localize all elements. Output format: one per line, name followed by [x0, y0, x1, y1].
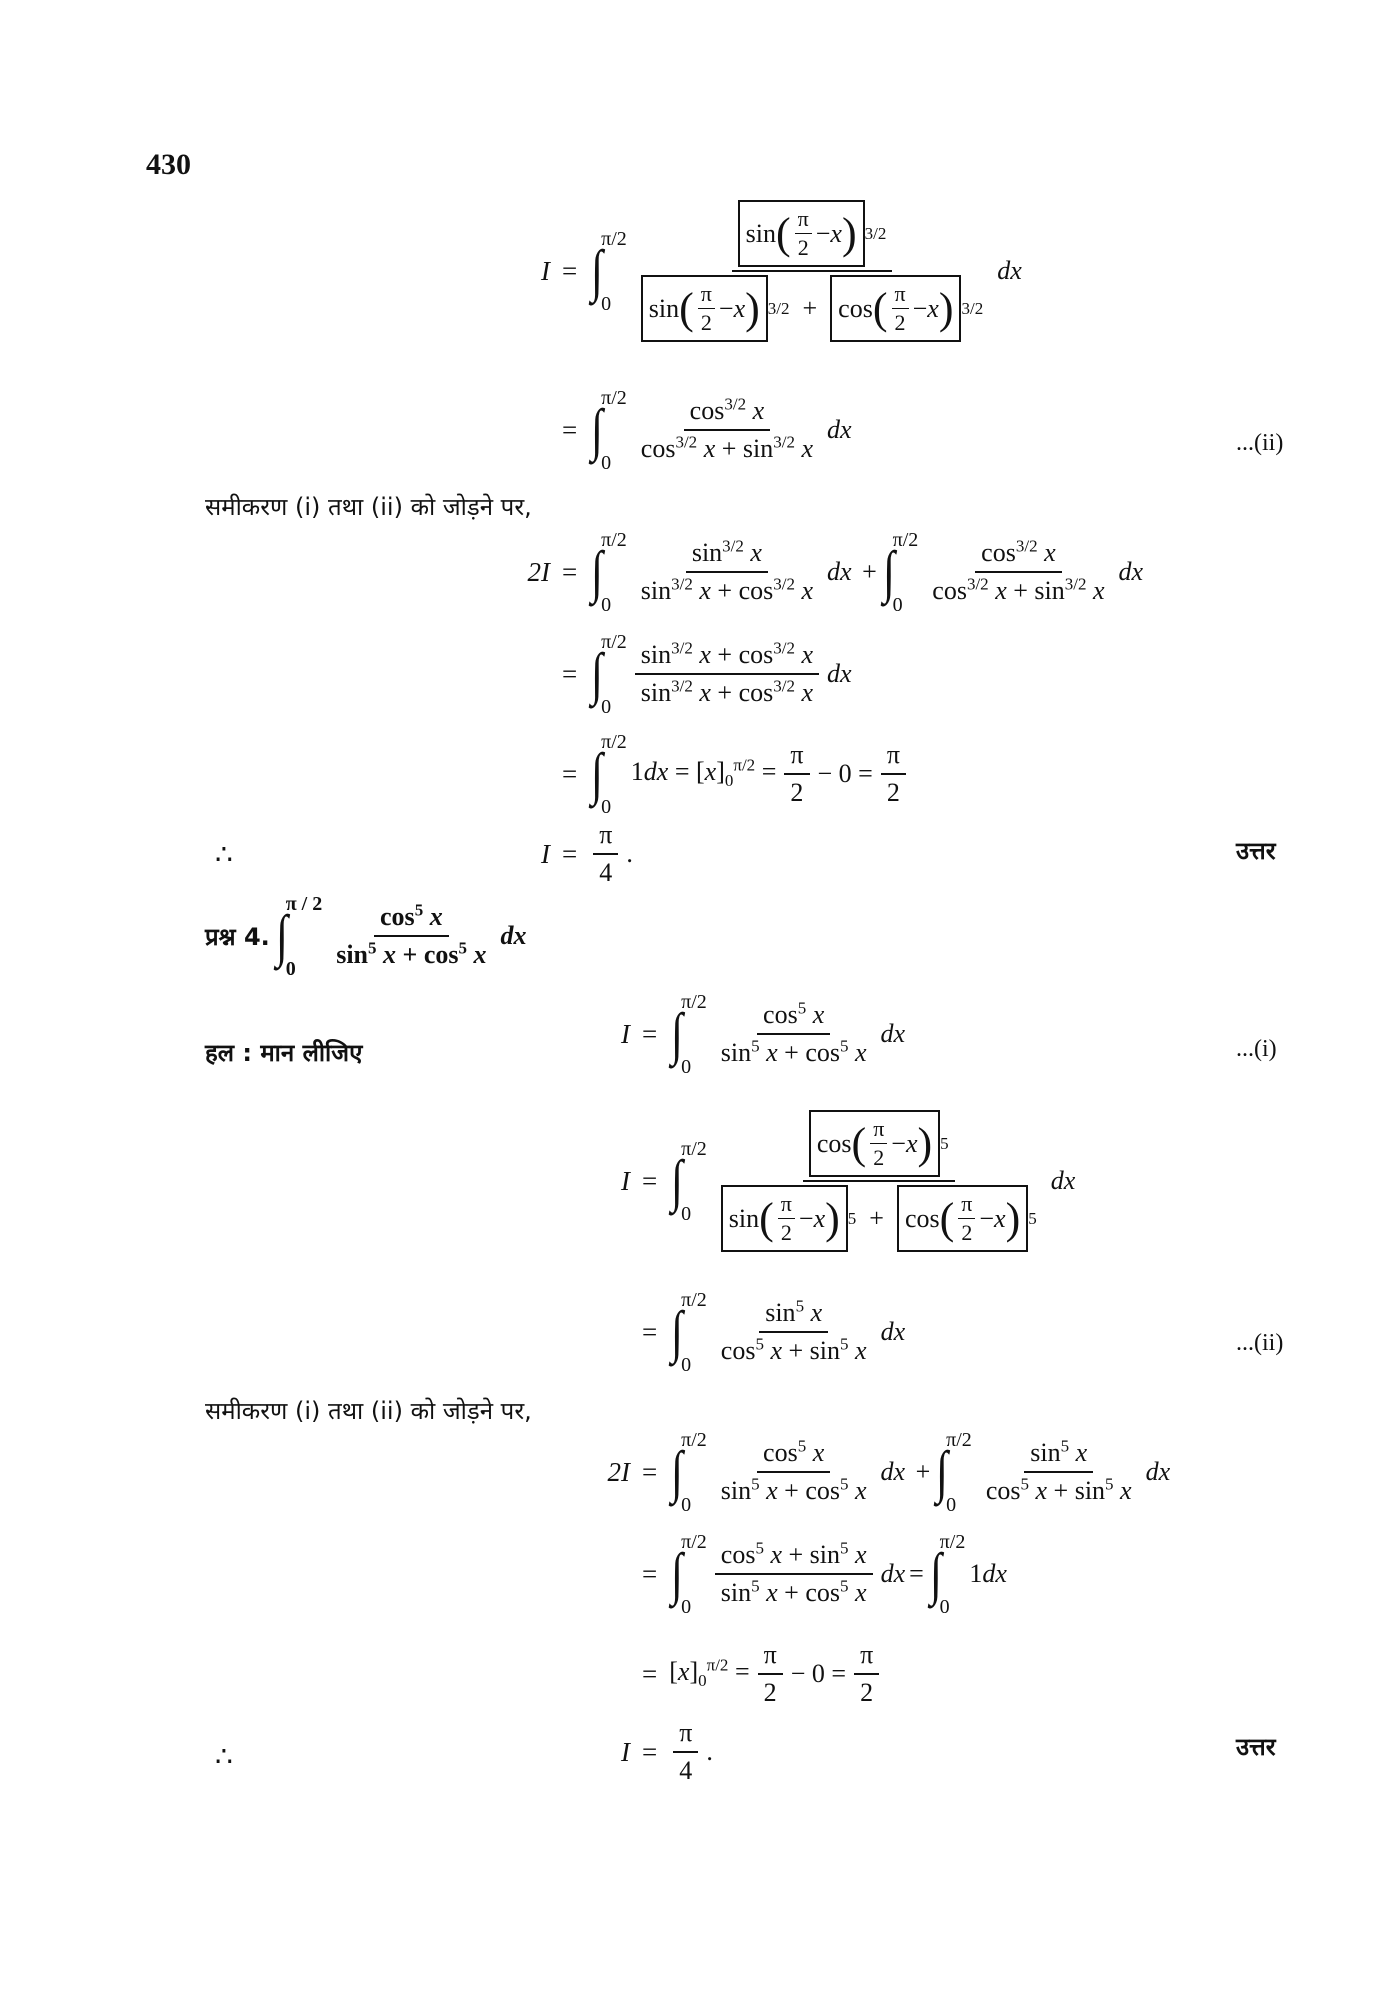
equation-2-answer: I = $\frac{\pi}{4}$ .: [621, 1718, 713, 1785]
question-4-label: प्रश्न 4.: [205, 922, 270, 951]
equation-2-ii: = ∫ π/2 0 $\frac{\sin^5 x}{\cos^5 x + \sin^5 x}$ dx: [642, 1289, 906, 1376]
equation-1-sum: 2I = ∫ π/2 0 $\frac{\sin^{3/2} x}{\sin^{3/2} x + \cos^{3/2} x}$ dx + ∫ π/2 0 $\frac{\cos^{3/2} x}{\cos^{3/2} x + \sin^{3/2} x}$ dx: [527, 529, 1144, 616]
equation-2-combined: = ∫ π/2 0 $\frac{\cos^5 x + \sin^5 x}{\sin^5 x + \cos^5 x}$ dx = ∫ π/2 0 1dx: [642, 1531, 1007, 1618]
equation-1-evaluate: = ∫ π/2 0 $1dx = [x]_0^{\pi/2}$ = $\frac{\pi}{2}$ − 0 = $\frac{\pi}{2}$: [505, 740, 910, 808]
answer-label-2: उत्तर: [1236, 1733, 1276, 1761]
equation-sub-1: I = ∫ π/2 0 sin ( $\frac{\pi}{2}$ − x ) 3/2 sin ( $\frac{\pi}{2}$ − x ) 3/2 + cos ( $\frac{\pi}{2}$ − x ) 3/2 dx: [520, 200, 1022, 342]
step-tag-i: ...(i): [1236, 1036, 1277, 1062]
equation-2-sum: 2I = ∫ π/2 0 $\frac{\cos^5 x}{\sin^5 x + \cos^5 x}$ dx + ∫ π/2 0 $\frac{\sin^5 x}{\cos^5 x + \sin^5 x}$ dx: [607, 1429, 1171, 1516]
therefore-2: ∴: [215, 1742, 233, 1773]
question-4: प्रश्न 4. ∫ π / 2 0 $\frac{\cos^5 x}{\sin^5 x + \cos^5 x}$ dx: [205, 893, 527, 980]
equation-1-ii: = ∫ π/2 0 $\frac{\cos^{3/2} x}{\cos^{3/2} x + \sin^{3/2} x}$ dx: [562, 387, 852, 474]
add-equations-text: समीकरण (i) तथा (ii) को जोड़ने पर,: [205, 493, 532, 521]
equation-2-evaluate: = $[x]_0^{\pi/2}$ = $\frac{\pi}{2}$ − 0 = $\frac{\pi}{2}$: [585, 1640, 883, 1708]
equation-2-i: I = ∫ π/2 0 $\frac{\cos^5 x}{\sin^5 x + \cos^5 x}$ dx: [621, 991, 906, 1078]
page-number: 430: [146, 148, 191, 181]
equation-1-answer: I = $\frac{\pi}{4}$ .: [541, 820, 633, 887]
equation-sub-2: I = ∫ π/2 0 cos ( $\frac{\pi}{2}$ − x ) 5 sin ( $\frac{\pi}{2}$ − x ) 5 + cos ( $\frac{\pi}{2}$ − x ) 5 dx: [600, 1110, 1075, 1252]
answer-label-1: उत्तर: [1236, 837, 1276, 865]
step-tag-ii: ...(ii): [1236, 430, 1284, 456]
therefore-1: ∴: [215, 840, 233, 871]
add-equations-text-2: समीकरण (i) तथा (ii) को जोड़ने पर,: [205, 1397, 532, 1425]
equation-1-combined: = ∫ π/2 0 $\frac{\sin^{3/2} x + \cos^{3/2} x}{\sin^{3/2} x + \cos^{3/2} x}$ dx: [562, 631, 852, 718]
solution-4-label: हल : मान लीजिए: [205, 1039, 363, 1067]
step-tag-ii-2: ...(ii): [1236, 1330, 1284, 1356]
